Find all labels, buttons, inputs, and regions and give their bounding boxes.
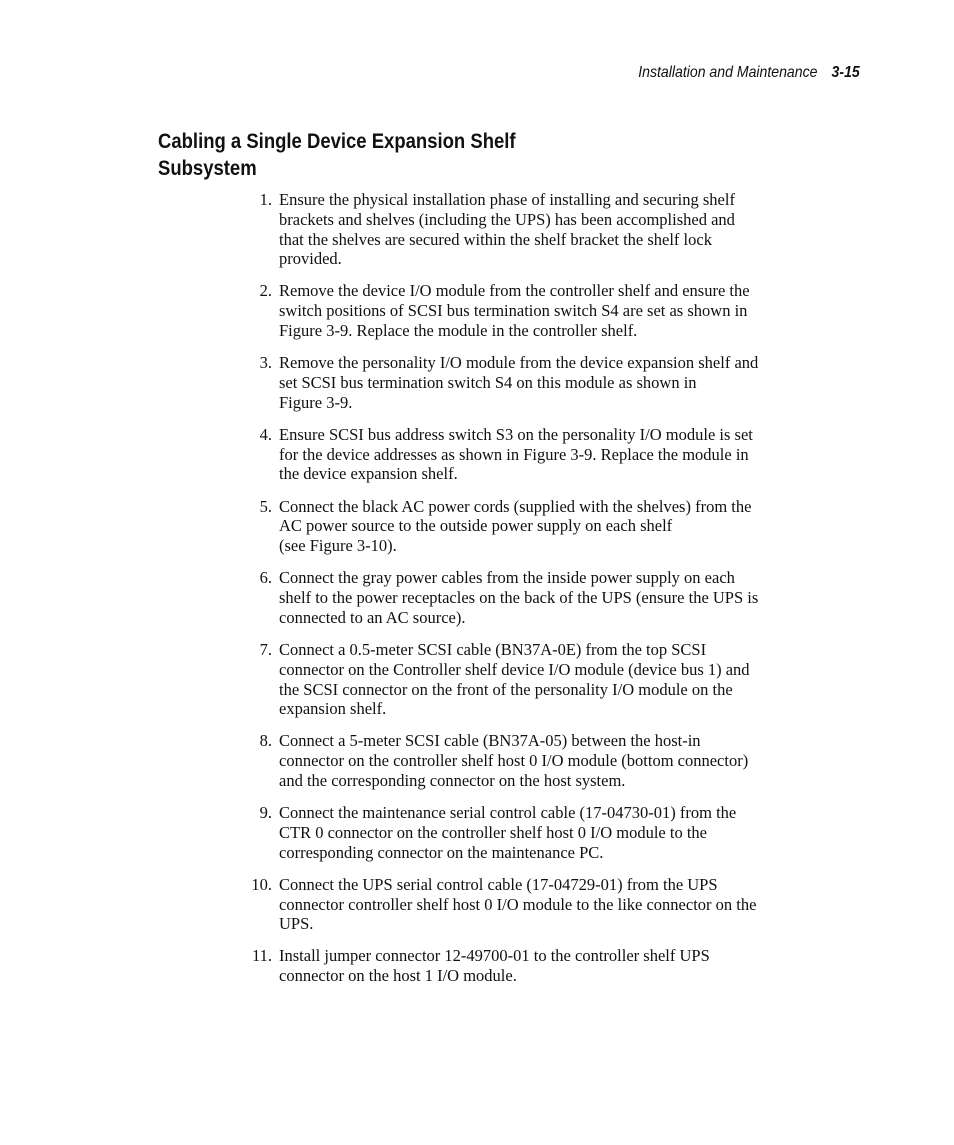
procedure-step (251, 874, 799, 934)
procedure-step (259, 496, 799, 556)
step-text-line: expansion shelf. (279, 699, 387, 719)
procedure-step (259, 639, 799, 719)
step-number: 6. (259, 568, 272, 588)
step-text-line: corresponding connector on the maintenance PC. (279, 842, 604, 862)
procedure-step (259, 568, 799, 627)
procedure-step (259, 731, 799, 790)
step-text-line: Connect a 0.5-meter SCSI cable (BN37A-0E) from the top SCSI (279, 639, 707, 659)
step-text-line: connector controller shelf host 0 I/O module to the like connector on the (279, 894, 757, 914)
page-number: 3-15 (831, 64, 860, 81)
step-number: 5. (259, 496, 272, 516)
step-text-line: AC power source to the outside power supply on each shelf (279, 516, 673, 536)
step-number: 3. (259, 353, 272, 373)
step-text-line: the device expansion shelf. (279, 464, 458, 484)
procedure-step (259, 190, 799, 269)
step-text-line: shelf to the power receptacles on the back of the UPS (ensure the UPS is (279, 588, 759, 608)
step-text-line: Connect the UPS serial control cable (17-04729-01) from the UPS (279, 874, 718, 894)
procedure-step (259, 424, 799, 484)
step-text-line: connector on the controller shelf host 0 I/O module (bottom connector) (279, 751, 749, 771)
step-text-line: Connect a 5-meter SCSI cable (BN37A-05) between the host-in (279, 731, 701, 751)
step-number: 8. (259, 731, 272, 751)
step-text-line: connector on the Controller shelf device I/O module (device bus 1) and (279, 659, 750, 679)
step-text-line: for the device addresses as shown in Figure 3-9. Replace the module in (279, 444, 749, 464)
procedure-step (259, 281, 799, 341)
step-text-line: brackets and shelves (including the UPS) has been accomplished and (279, 209, 735, 229)
step-text-line: connector on the host 1 I/O module. (279, 966, 517, 986)
step-text-line: switch positions of SCSI bus termination switch S4 are set as shown in (279, 301, 748, 321)
step-text-line: (see Figure 3-10). (279, 536, 397, 556)
step-text-line: Ensure the physical installation phase of installing and securing shelf (279, 190, 735, 209)
step-number: 1. (259, 190, 272, 209)
step-number: 7. (259, 639, 272, 659)
step-text-line: connected to an AC source). (279, 607, 466, 627)
step-text-line: Install jumper connector 12-49700-01 to the controller shelf UPS (279, 946, 710, 966)
step-text-line: the SCSI connector on the front of the personality I/O module on the (279, 679, 733, 699)
step-text-line: UPS. (279, 914, 314, 934)
running-header (638, 64, 860, 82)
step-text-line: Ensure SCSI bus address switch S3 on the personality I/O module is set (279, 424, 753, 444)
section-title-line: Subsystem (158, 156, 257, 180)
step-text-line: CTR 0 connector on the controller shelf host 0 I/O module to the (279, 822, 707, 842)
step-number: 4. (259, 424, 272, 444)
step-text-line: that the shelves are secured within the shelf bracket the shelf lock (279, 229, 712, 249)
chapter-title: Installation and Maintenance (638, 64, 818, 81)
procedure-step (251, 946, 799, 986)
step-text-line: Connect the maintenance serial control cable (17-04730-01) from the (279, 803, 737, 823)
step-text-line: set SCSI bus termination switch S4 on this module as shown in (279, 372, 697, 392)
step-text-line: Remove the device I/O module from the controller shelf and ensure the (279, 281, 750, 301)
step-text-line: and the corresponding connector on the host system. (279, 771, 626, 790)
step-text-line: provided. (279, 249, 342, 269)
step-text-line: Figure 3-9. Replace the module in the controller shelf. (279, 321, 638, 341)
procedure-steps-list (251, 190, 799, 998)
section-title (158, 128, 516, 182)
step-text-line: Connect the black AC power cords (supplied with the shelves) from the (279, 496, 752, 516)
step-text-line: Remove the personality I/O module from the device expansion shelf and (279, 353, 759, 373)
section-title-line: Cabling a Single Device Expansion Shelf (158, 129, 516, 153)
procedure-step (259, 353, 799, 412)
step-text-line: Connect the gray power cables from the inside power supply on each (279, 568, 735, 588)
step-number: 9. (259, 803, 272, 823)
step-number: 10. (251, 874, 272, 894)
step-text-line: Figure 3-9. (279, 392, 353, 412)
step-number: 11. (251, 946, 272, 966)
procedure-step (259, 803, 799, 862)
step-number: 2. (259, 281, 272, 301)
